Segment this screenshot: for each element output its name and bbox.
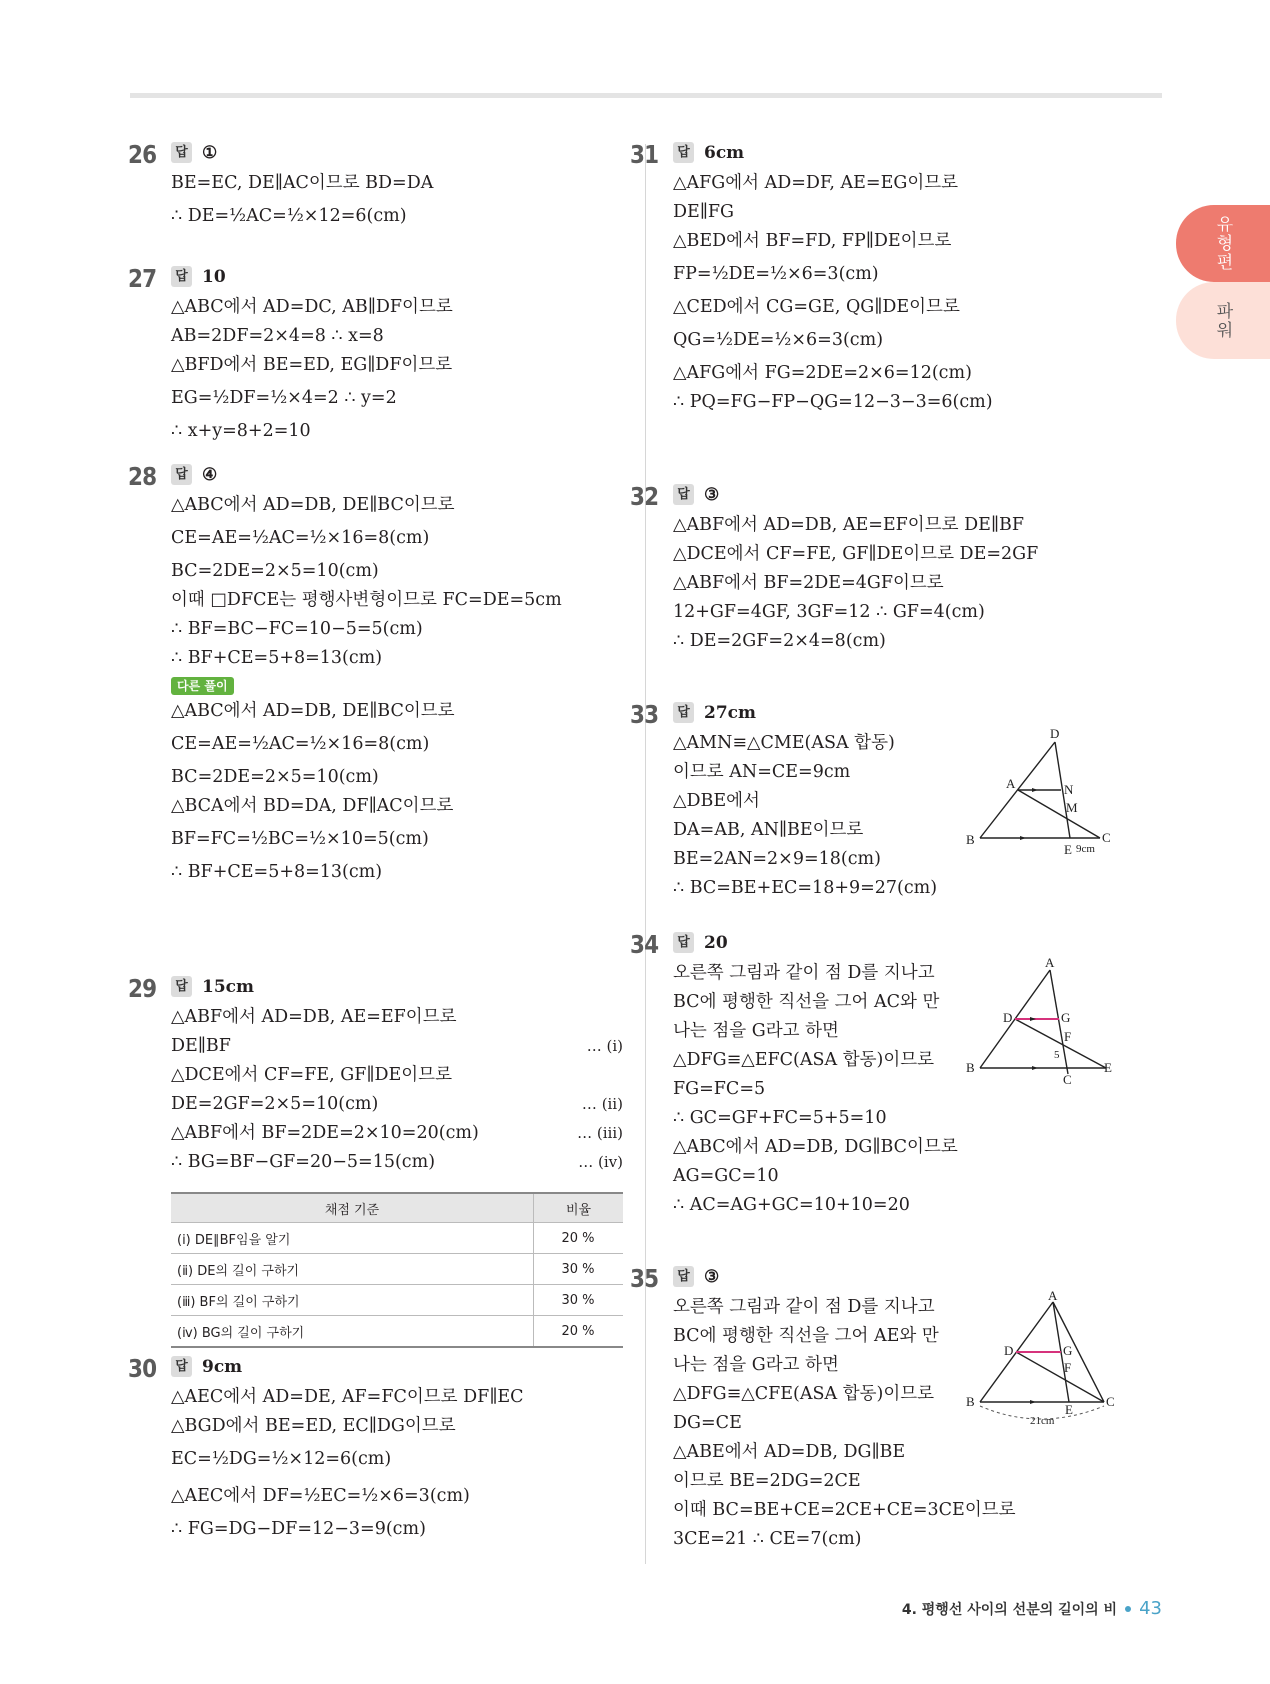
problem-number: 30 [128,1354,157,1383]
answer-tag: 답 [171,464,192,485]
answer-row [171,1356,242,1377]
label-f: F [1064,1360,1072,1375]
tab-power[interactable] [1176,282,1270,359]
label-length: 21cm [1030,1415,1055,1427]
answer-row [673,702,756,723]
answer-value: 6cm [704,142,745,163]
solution-line: 이므로 AN=CE=9cm [673,762,851,782]
solution-line: AB=2DF=2×4=8 ∴ x=8 [171,326,384,346]
solution-line: △BGD에서 BE=ED, EC∥DG이므로 [171,1416,456,1436]
problem-number: 32 [630,482,659,511]
label-c: C [1102,830,1111,845]
table-row [171,1254,623,1285]
answer-row [673,932,728,953]
table-header: 비율 [534,1193,624,1223]
answer-row [171,266,226,287]
solution-lines [171,293,453,446]
solution-line: △ABC에서 AD=DB, DE∥BC이므로 [171,701,455,721]
label-f: F [1064,1029,1072,1044]
solution-line: ∴ FG=DG−DF=12−3=9(cm) [171,1519,426,1539]
answer-row [171,142,217,163]
line-text: ∴ BG=BF−GF=20−5=15(cm) [171,1152,436,1172]
triangle-figure-35 [960,1288,1115,1427]
solution-line: △DFG≡△EFC(ASA 합동)이므로 [673,1050,935,1070]
solution-line [171,1119,623,1148]
solution-line [171,1003,623,1032]
answer-tag: 답 [171,266,192,287]
table-cell: (ⅲ) BF의 길이 구하기 [171,1285,534,1316]
solution-line [171,1148,623,1177]
solution-line: △ABC에서 AD=DC, AB∥DF이므로 [171,297,453,317]
segment-de [1015,1019,1106,1068]
solution-line: ∴ PQ=FG−FP−QG=12−3−3=6(cm) [673,392,993,412]
solution-line: △ABF에서 AD=DB, AE=EF이므로 DE∥BF [673,515,1024,535]
answer-tag: 답 [673,702,694,723]
solution-lines [171,1383,524,1544]
line-text: △ABF에서 BF=2DE=2×10=20(cm) [171,1123,479,1143]
solution-line: 이므로 BE=2DG=2CE [673,1471,861,1491]
problem-number: 33 [630,700,659,729]
label-e: E [1064,842,1072,857]
table-row [171,1285,623,1316]
solution-line: BF=FC=½BC=½×10=5(cm) [171,829,429,849]
problem-number: 35 [630,1264,659,1293]
solution-line: CE=AE=½AC=½×16=8(cm) [171,528,430,548]
label-m: M [1066,800,1078,815]
solution-line: ∴ BF=BC−FC=10−5=5(cm) [171,619,423,639]
table-cell: 30 % [534,1254,624,1285]
solution-line: ∴ x+y=8+2=10 [171,421,311,441]
solution-line: ∴ DE=2GF=2×4=8(cm) [673,631,886,651]
label-five: 5 [1054,1049,1060,1061]
solution-line: 오른쪽 그림과 같이 점 D를 지나고 [673,963,935,983]
answer-value: ③ [704,484,720,505]
solution-line: △CED에서 CG=GE, QG∥DE이므로 [673,297,960,317]
answer-tag: 답 [673,484,694,505]
triangle-figure-34 [960,955,1112,1093]
answer-value: ③ [704,1266,720,1287]
step-marker: … (ⅰ) [586,1037,623,1055]
label-e: E [1065,1402,1073,1417]
column-divider [645,144,646,1564]
solution-lines [171,1003,623,1177]
solution-lines [673,959,958,1220]
solution-line: BC에 평행한 직선을 그어 AC와 만 [673,992,940,1012]
label-d: D [1004,1343,1014,1358]
solution-line: BE=2AN=2×9=18(cm) [673,849,881,869]
answer-value: 9cm [202,1356,243,1377]
solution-line: 이때 BC=BE+CE=2CE+CE=3CE이므로 [673,1500,1016,1520]
solution-line: 나는 점을 G라고 하면 [673,1355,839,1375]
label-d: D [1050,726,1060,741]
solution-line: △ABC에서 AD=DB, DE∥BC이므로 [171,495,455,515]
solution-line: △ABF에서 BF=2DE=4GF이므로 [673,573,944,593]
step-marker: … (ⅲ) [577,1124,623,1142]
label-c: C [1106,1394,1115,1409]
solution-line: △DBE에서 [673,791,760,811]
table-cell: (ⅰ) DE∥BF임을 알기 [171,1223,534,1254]
solution-line: BC=2DE=2×5=10(cm) [171,767,379,787]
solution-line: EG=½DF=½×4=2 ∴ y=2 [171,388,397,408]
solution-line: BC=2DE=2×5=10(cm) [171,561,379,581]
solution-line: △AMN≡△CME(ASA 합동) [673,733,895,753]
label-c: C [1063,1072,1072,1087]
solution-line: DE∥FG [673,202,735,222]
line-text: △ABF에서 AD=DB, AE=EF이므로 [171,1007,457,1027]
answer-row [673,142,744,163]
alt-solution-badge: 다른 풀이 [171,677,234,695]
tab-label: 파워 [1212,301,1233,340]
solution-line: EC=½DG=½×12=6(cm) [171,1449,392,1469]
answer-value: 10 [202,266,226,287]
solution-line [171,1061,623,1090]
problem-number: 34 [630,930,659,959]
solution-line: BE=EC, DE∥AC이므로 BD=DA [171,173,434,193]
problem-number: 26 [128,140,157,169]
tab-type-section[interactable] [1176,205,1270,282]
table-row [171,1316,623,1348]
label-e: E [1104,1060,1112,1075]
solution-line: △DFG≡△CFE(ASA 합동)이므로 [673,1384,935,1404]
solution-line: △AFG에서 AD=DF, AE=EG이므로 [673,173,959,193]
solution-line: BC에 평행한 직선을 그어 AE와 만 [673,1326,939,1346]
solution-line: ∴ GC=GF+FC=5+5=10 [673,1108,887,1128]
page-footer [902,1598,1162,1619]
solution-line: 12+GF=4GF, 3GF=12 ∴ GF=4(cm) [673,602,985,622]
solution-lines [673,729,937,903]
table-row [171,1223,623,1254]
answer-value: 27cm [704,702,756,723]
solution-line: △AEC에서 AD=DE, AF=FC이므로 DF∥EC [171,1387,524,1407]
problem-number: 27 [128,264,157,293]
solution-line: FP=½DE=½×6=3(cm) [673,264,879,284]
table-cell: 20 % [534,1223,624,1254]
answer-row [171,976,254,997]
solution-line: ∴ DE=½AC=½×12=6(cm) [171,206,407,226]
page-number: 43 [1139,1598,1162,1619]
solution-line: △ABC에서 AD=DB, DG∥BC이므로 [673,1137,958,1157]
solution-line: ∴ BF+CE=5+8=13(cm) [171,648,383,668]
step-marker: … (ⅳ) [578,1153,623,1171]
top-rule [130,93,1162,98]
tab-label: 유형편 [1212,215,1233,272]
segment-ac [1018,790,1100,838]
solution-lines [673,511,1038,656]
answer-tag: 답 [673,1266,694,1287]
answer-tag: 답 [171,1356,192,1377]
solution-line: DA=AB, AN∥BE이므로 [673,820,864,840]
label-n: N [1064,782,1074,797]
answer-tag: 답 [171,976,192,997]
label-a: A [1045,955,1055,970]
answer-row [673,484,719,505]
answer-row [171,464,217,485]
solution-line: FG=FC=5 [673,1079,766,1099]
bullet-dot [1125,1606,1131,1612]
solution-lines [171,491,562,887]
answer-value: ④ [202,464,218,485]
solution-lines [673,169,993,417]
solution-line: ∴ BC=BE+EC=18+9=27(cm) [673,878,938,898]
parallel-arrow [1030,1400,1036,1404]
answer-tag: 답 [171,142,192,163]
label-b: B [966,832,975,847]
solution-line: ∴ AC=AG+GC=10+10=20 [673,1195,910,1215]
table-header: 채점 기준 [171,1193,534,1223]
solution-line: QG=½DE=½×6=3(cm) [673,330,884,350]
answer-tag: 답 [673,142,694,163]
answer-value: 20 [704,932,728,953]
label-b: B [966,1394,975,1409]
problem-number: 28 [128,462,157,491]
solution-line: △BFD에서 BE=ED, EG∥DF이므로 [171,355,453,375]
label-d: D [1003,1010,1013,1025]
label-b: B [966,1060,975,1075]
table-cell: (ⅳ) BG의 길이 구하기 [171,1316,534,1348]
chapter-title: 4. 평행선 사이의 선분의 길이의 비 [901,1601,1118,1618]
solution-line: DG=CE [673,1413,742,1433]
step-marker: … (ⅱ) [581,1095,623,1113]
solution-line: 나는 점을 G라고 하면 [673,1021,839,1041]
label-a: A [1048,1288,1058,1303]
line-text: DE=2GF=2×5=10(cm) [171,1094,379,1114]
answer-tag: 답 [673,932,694,953]
solution-line: △AEC에서 DF=½EC=½×6=3(cm) [171,1486,470,1506]
table-cell: 30 % [534,1285,624,1316]
solution-line: △DCE에서 CF=FE, GF∥DE이므로 DE=2GF [673,544,1039,564]
solution-line [171,1032,623,1061]
problem-number: 29 [128,974,157,1003]
triangle-figure-33 [960,728,1110,863]
line-text: DE∥BF [171,1036,231,1056]
line-text: △DCE에서 CF=FE, GF∥DE이므로 [171,1065,452,1085]
table-cell: (ⅱ) DE의 길이 구하기 [171,1254,534,1285]
answer-row [673,1266,719,1287]
label-g: G [1061,1010,1071,1025]
problem-26 [128,140,623,250]
solution-line: 오른쪽 그림과 같이 점 D를 지나고 [673,1297,935,1317]
side-tabs [1176,205,1270,359]
answer-value: ① [202,142,218,163]
answer-value: 15cm [202,976,254,997]
grading-table [171,1192,623,1348]
solution-line: △ABE에서 AD=DB, DG∥BE [673,1442,906,1462]
problem-number: 31 [630,140,659,169]
solution-line: AG=GC=10 [673,1166,779,1186]
solution-line: ∴ BF+CE=5+8=13(cm) [171,862,383,882]
alt-solution-row [171,673,562,697]
solution-lines [171,169,433,235]
table-cell: 20 % [534,1316,624,1348]
solution-line: 이때 □DFCE는 평행사변형이므로 FC=DE=5cm [171,590,562,610]
solution-line: △BED에서 BF=FD, FP∥DE이므로 [673,231,952,251]
label-g: G [1063,1343,1073,1358]
solution-line: 3CE=21 ∴ CE=7(cm) [673,1529,862,1549]
label-a: A [1006,776,1016,791]
solution-line [171,1090,623,1119]
solution-line: △BCA에서 BD=DA, DF∥AC이므로 [171,796,454,816]
solution-line: △AFG에서 FG=2DE=2×6=12(cm) [673,363,972,383]
table-header-row [171,1193,623,1223]
label-length: 9cm [1076,843,1095,855]
parallel-arrows [1030,1017,1038,1070]
solution-line: CE=AE=½AC=½×16=8(cm) [171,734,430,754]
